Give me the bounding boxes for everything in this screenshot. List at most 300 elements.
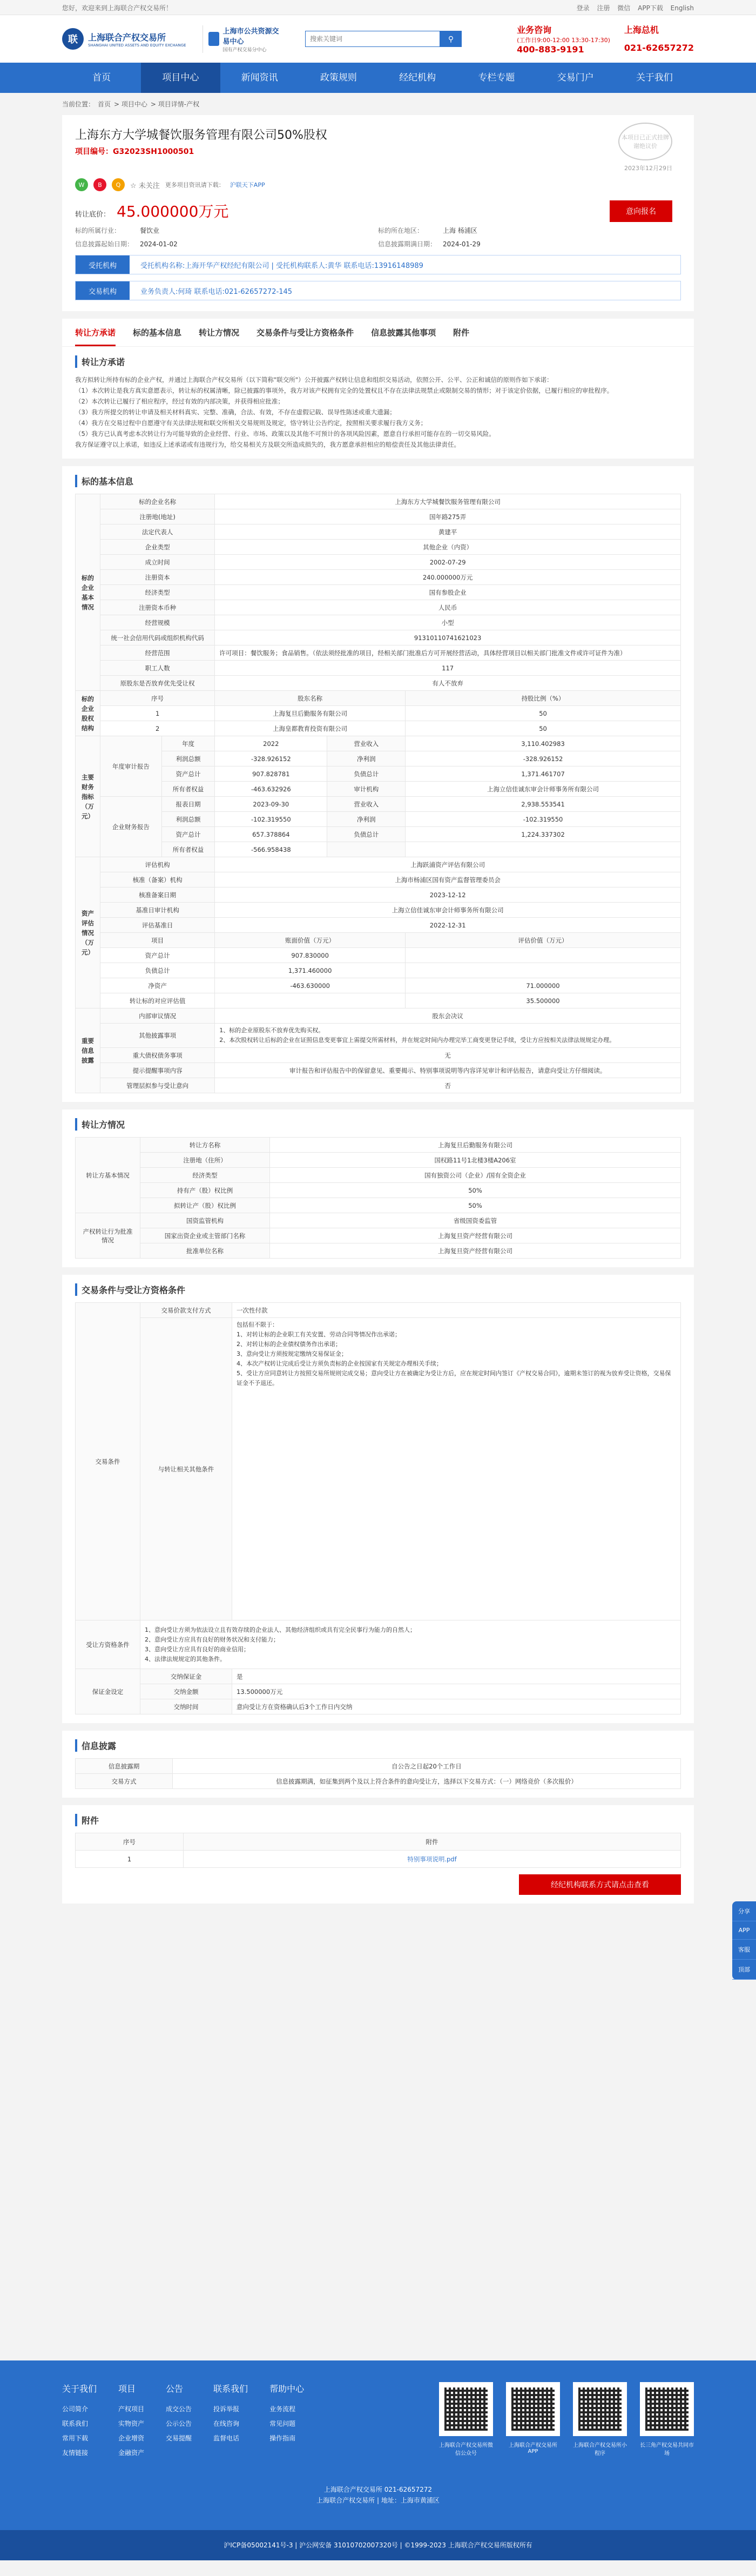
cell-label: 交易方式 [76,1774,173,1789]
consult-phone: 400-883-9191 [517,44,584,55]
nav-projects[interactable]: 项目中心 [141,63,220,93]
cell-label: 交易价款支付方式 [140,1303,232,1318]
cell-value: 无 [215,1048,681,1063]
cell-label: 经营规模 [100,615,215,630]
group-label: 标的企业股权结构 [76,691,100,736]
footer-qrcodes [439,2382,694,2463]
register-link[interactable]: 注册 [597,4,610,12]
cell-label: 资产总计 [161,766,215,782]
nav-news[interactable]: 新闻资讯 [241,72,278,83]
footer-link[interactable]: 监督电话 [213,2434,240,2442]
cell-label: 评估基准日 [100,918,215,933]
col-header: 股东名称 [215,691,406,706]
main-nav [0,63,756,93]
cell-value: 50 [406,721,681,736]
footer-text [0,2484,756,2506]
cell-label: 利润总额 [161,751,215,766]
footer-hotline: 上海联合产权交易所 021-62657272 [323,2486,433,2493]
meta-label: 标的所在地区： [378,227,424,234]
cell-value: 907.828781 [215,766,327,782]
project-header [62,115,694,311]
footer-link[interactable]: 业务流程 [269,2405,296,2413]
cell-label: 管理层拟参与受让意向 [100,1078,215,1093]
cell-value: 审计报告和评估报告中的保留意见、重要揭示、特别事项说明等内容详见审计和评估报告，请意向受让方仔细阅读。 [215,1063,681,1078]
cell-value: 13.500000万元 [232,1684,681,1699]
cell-value: 2 [100,721,215,736]
col-header: 账面价值（万元） [215,933,406,948]
cell-value: 上海复旦后勤服务有限公司 [215,706,406,721]
cell-value: 907.830000 [215,948,406,963]
crumb-current: 项目详情-产权 [158,100,200,108]
footer-link[interactable]: 在线咨询 [213,2420,240,2427]
seller-section [62,1109,694,1267]
cell-label: 持有产（股）权比例 [140,1183,270,1198]
qr-code [506,2382,560,2463]
qr-caption: 上海联合产权交易所微信公众号 [439,2443,493,2457]
logo2-sub: 国有产权交易分中心 [222,47,267,53]
cell-value: 上海复旦资产经营有限公司 [270,1228,681,1243]
wechat-icon[interactable]: W [75,178,88,191]
cell-label: 批准单位名称 [140,1243,270,1259]
price-value: 45.000000万元 [117,203,229,220]
footer-link[interactable]: 产权项目 [118,2405,145,2413]
footer-col-title: 项目 [118,2384,136,2394]
cell-value: -463.632926 [215,782,327,797]
terms-table [75,1302,681,1714]
breadcrumb: 当前位置： 首页 > 项目中心 > 项目详情-产权 [62,100,200,108]
tab-seller[interactable]: 转让方情况 [199,328,240,338]
group-label: 资产评估情况（万元） [76,857,100,1008]
crumb-projects[interactable]: 项目中心 [121,100,147,108]
cell-label: 核准备案日期 [100,887,215,903]
cell-label: 注册资本币种 [100,600,215,615]
footer-link[interactable]: 公示公告 [166,2420,192,2427]
sub-group: 年度审计报告 [100,736,162,797]
header [0,15,756,63]
broker-contact-button[interactable]: 经纪机构联系方式请点击查看 [519,1874,681,1895]
cell-value: 上海皇都教育投资有限公司 [215,721,406,736]
logo-cn: 上海联合产权交易所 [88,32,166,43]
cell-value: 信息披露期满，如征集到两个及以上符合条件的意向受让方，选择以下交易方式：（一）网络竞价（多次报价） [173,1774,681,1789]
section-title: 附件 [75,1814,681,1826]
share-bar [75,178,681,191]
meta-label: 信息披露起始日期： [75,240,134,248]
logo-public-resource[interactable] [202,25,284,53]
cell-value: 2,938.553541 [406,797,681,812]
cell-value: 其他企业（内资） [215,540,681,555]
side-service[interactable]: 客服 [732,1940,756,1960]
footer-col-title: 公告 [166,2384,184,2394]
trustee-agency [75,255,681,274]
col-header: 评估价值（万元） [406,933,681,948]
group-label: 转让方基本情况 [76,1138,140,1213]
col-header: 持股比例（%） [406,691,681,706]
cell-value: 上海立信佳诚东审会计师事务所有限公司 [215,903,681,918]
nav-home[interactable]: 首页 [92,72,111,83]
listing-stamp: 本项目已正式挂牌 谢绝议价 [618,123,672,160]
cell-value: 2023-09-30 [215,797,327,812]
cell-label: 报表日期 [161,797,215,812]
cell-value: 上海复旦资产经营有限公司 [270,1243,681,1259]
section-title: 转让方承诺 [75,355,681,368]
cell-label: 净资产 [100,978,215,993]
cell-label: 基准日审计机构 [100,903,215,918]
cell-label: 净利润 [327,812,406,827]
cell-label: 转让标的对应评估值 [100,993,215,1008]
section-title: 转让方情况 [75,1118,681,1131]
side-toolbar [732,1901,756,1980]
cell-value: 许可项目：餐饮服务；食品销售。（依法须经批准的项目，经相关部门批准后方可开展经营活动，具体经营项目以相关部门批准文件或许可证件为准） [215,645,681,661]
logo2-cn: 上海市公共资源交易中心 [222,27,279,46]
nav-policy[interactable]: 政策规则 [320,72,357,83]
detail-card [62,319,694,459]
cell-label [327,842,406,857]
cell-label: 负债总计 [100,963,215,978]
cell-value: 上海跃浦资产评估有限公司 [215,857,681,872]
footer-col-title: 联系我们 [213,2384,248,2394]
cell-label: 国家出资企业或主管部门名称 [140,1228,270,1243]
cell-label: 转让方名称 [140,1138,270,1153]
cell-value: -463.630000 [215,978,406,993]
cell-value: 是 [232,1669,681,1684]
group-label: 受让方资格条件 [76,1620,140,1669]
qr-code-icon [439,2382,493,2436]
tab-terms[interactable]: 交易条件与受让方资格条件 [256,328,354,338]
exchange-info: 业务负责人:何琦 联系电话:021-62657272-145 [140,287,293,296]
nav-topics[interactable]: 专栏专题 [478,72,515,83]
cell-value: -328.926152 [215,751,327,766]
cell-label: 资产总计 [100,948,215,963]
english-link[interactable]: English [670,4,694,12]
cell-value: 1、意向受让方须为依法设立且有效存续的企业法人、其他经济组织或具有完全民事行为能力的自然人； 2、意向受让方应具有良好的财务状况和支付能力； 3、意向受让方应具有良好的商业信用； 4、法律法规规定的其他条件。 [140,1620,681,1669]
meta-value: 2024-01-29 [443,240,481,248]
cell-value: 50 [406,706,681,721]
cell-label: 交纳时间 [140,1699,232,1714]
follow-button[interactable]: ☆ 未关注 [130,181,160,190]
cell-value: 50% [270,1183,681,1198]
login-link[interactable]: 登录 [576,4,590,12]
cell-value [406,963,681,978]
disclosure-section [62,1731,694,1798]
footer-link[interactable]: 常见问题 [269,2420,296,2427]
cell-label: 评估机构 [100,857,215,872]
footer-link[interactable]: 金融资产 [118,2449,145,2457]
cell-value: 240.000000万元 [215,570,681,585]
consult-title: 业务咨询 [517,25,552,35]
seller-table [75,1137,681,1259]
cell-label: 重大债权债务事项 [100,1048,215,1063]
cell-value: 117 [215,661,681,676]
footer-link[interactable]: 实物资产 [118,2420,145,2427]
footer-col [213,2382,248,2463]
publish-date: 2023年12月29日 [624,165,672,172]
cell-value: 1 [100,706,215,721]
signup-button[interactable]: 意向报名 [610,200,672,222]
top-bar [0,0,756,15]
search-box [305,31,462,47]
meta-label: 信息披露期满日期： [378,240,437,248]
cell-label: 所有者权益 [161,842,215,857]
qr-caption: 上海联合产权交易所小程序 [573,2443,627,2457]
cell-label: 提示提醒事项内容 [100,1063,215,1078]
cell-label: 国资监管机构 [140,1213,270,1228]
cell-label: 年度 [161,736,215,751]
footer-link[interactable]: 成交公告 [166,2405,192,2413]
footer-link[interactable]: 友情链接 [62,2449,89,2457]
qr-code-icon [640,2382,694,2436]
cell-label: 资产总计 [161,827,215,842]
attachment-link[interactable]: 特别事项说明.pdf [184,1851,681,1868]
weibo-icon[interactable]: B [93,178,106,191]
cell-value: 2022-12-31 [215,918,681,933]
qr-code [573,2382,627,2463]
cell-label: 经济类型 [100,585,215,600]
group-label: 保证金设定 [76,1669,140,1714]
cell-label: 利润总额 [161,812,215,827]
cell-value [215,993,406,1008]
detail-tabs [62,319,694,347]
cell-value: 上海复旦后勤服务有限公司 [270,1138,681,1153]
basic-section [62,466,694,1102]
section-title: 交易条件与受让方资格条件 [75,1283,681,1296]
cell-value: 国有独资公司（企业）/国有全资企业 [270,1168,681,1183]
section-title: 信息披露 [75,1739,681,1752]
cell-value: 自公告之日起20个工作日 [173,1759,681,1774]
group-label: 标的企业基本情况 [76,494,100,691]
cell-value: 35.500000 [406,993,681,1008]
project-title: 上海东方大学城餐饮服务管理有限公司50%股权 [75,129,327,142]
nav-brokers[interactable]: 经纪机构 [399,72,436,83]
footer [0,2360,756,2560]
col-header: 附件 [184,1833,681,1851]
footer-col-title: 关于我们 [62,2384,97,2394]
cell-value: 91310110741621023 [215,630,681,645]
promise-section [62,347,694,459]
cell-label: 交纳保证金 [140,1669,232,1684]
cell-value: -566.958438 [215,842,327,857]
tab-disclosure[interactable]: 信息披露其他事项 [371,328,436,338]
cell-label: 与转让相关其他条件 [140,1318,232,1620]
terms-section [62,1275,694,1723]
search-button[interactable] [440,31,462,47]
group-label: 交易条件 [76,1303,140,1620]
price-label: 转让底价： [75,211,111,219]
cell-label: 所有者权益 [161,782,215,797]
cell-value: 上海立信佳诚东审会计师事务所有限公司 [406,782,681,797]
wechat-link[interactable]: 微信 [617,4,631,12]
cell-value [406,842,681,857]
cell-value: 股东会决议 [215,1008,681,1024]
welcome-text: 您好，欢迎来到上海联合产权交易所！ [62,4,173,12]
trustee-label: 受托机构 [76,255,130,274]
cell-value: 包括但不限于： 1、对转让标的企业职工有关安置、劳动合同等情况作出承诺； 2、对转让标的企业债权债务作出承诺； 3、意向受让方须按规定缴纳交易保证金； 4、本次产权转让完成后受让方须负责标的企业按国家有关规定办理相关手续； 5、受让方应同意转让方按照交易所规则完成交易；意向受让方在被确定为受让方后，应在规定时间内签订《产权交易合同》，逾期未签订的视为放弃受让资格，交易保证金不予退还。 [232,1318,681,1620]
qr-caption: 上海联合产权交易所APP [509,2443,557,2454]
cell-label: 经济类型 [140,1168,270,1183]
nav-about[interactable]: 关于我们 [636,72,673,83]
qzone-icon[interactable]: Q [112,178,125,191]
cell-label: 拟转让产（股）权比例 [140,1198,270,1213]
cell-value: -102.319550 [406,812,681,827]
disclosure-table [75,1758,681,1789]
cell-value: 人民币 [215,600,681,615]
meta-value: 上海 杨浦区 [443,227,477,234]
basic-table [75,494,681,1093]
cell-value: 小型 [215,615,681,630]
footer-columns [62,2382,304,2463]
cell-label: 其他披露事项 [100,1024,215,1048]
footer-address: 上海联合产权交易所 | 地址：上海市黄浦区 [316,2497,440,2504]
cell-value: 3,110.402983 [406,736,681,751]
footer-col [118,2382,144,2463]
attachment-section [62,1805,694,1904]
cell-value: 否 [215,1078,681,1093]
app-link[interactable]: 沪联天下APP [230,181,265,189]
cell-value: 1,371.460000 [215,963,406,978]
cell-label: 核准（备案）机构 [100,872,215,887]
footer-link[interactable]: 交易提醒 [166,2434,192,2442]
cell-value: 2002-07-29 [215,555,681,570]
exchange-agency [75,281,681,300]
meta-value: 餐饮业 [140,227,160,234]
footer-link[interactable]: 常用下载 [62,2434,89,2442]
search-icon: ⚲ [448,34,454,43]
col-header: 序号 [76,1833,184,1851]
crumb-home[interactable]: 首页 [98,100,111,108]
cell-value: 50% [270,1198,681,1213]
crumb-label: 当前位置： [62,100,95,108]
cell-label: 注册资本 [100,570,215,585]
cell-value: 国年路275弄 [215,509,681,524]
trustee-info: 受托机构名称:上海开华产权经纪有限公司 | 受托机构联系人:黄华 联系电话:13916148989 [140,261,423,270]
qr-code-icon [573,2382,627,2436]
footer-col [62,2382,97,2463]
tab-attachments[interactable]: 附件 [453,328,470,338]
sub-group: 企业财务报告 [100,797,162,857]
qr-code [640,2382,694,2463]
follow-label: 未关注 [138,181,160,190]
tab-basic[interactable]: 标的基本信息 [133,328,182,338]
section-title: 标的基本信息 [75,475,681,487]
promise-text: 我方拟转让所持有标的企业产权，并通过上海联合产权交易所（以下简称"联交所"）公开披露产权转让信息和组织交易活动，依照公开、公平、公正和诚信的原则作如下承诺： （1）本次转让是我方真实意愿表示，转让标的权属清晰，除已披露的事项外，我方对该产权拥有完全的处置权且不存在法律法规禁止或限制交易的情形；对于该定价依据，已履行相应的审批程序。 （2）本次转让已履行了相应程序，经过有效的内部决策，并获得相应批准； （3）我方所提交的转让申请及相关材料真实、完整、准确，合法、有效，不存在虚假记载、误导性陈述或重大遗漏； （4）我方在交易过程中自愿遵守有关法律法规和联交所相关交易规则及规定，恪守转让公告约定，按照相关要求履行我方义务； （5）我方已认真考虑本次转让行为可能导致的企业经营、行业、市场、政策以及其他不可预计的各项风险因素，愿意自行承担可能存在的一切交易风险。 我方保证遵守以上承诺，如违反上述承诺或有违规行为，给交易相关方及联交所造成损失的，我方愿意承担相应的赔偿责任及其他法律责任。 [75,376,613,448]
meta-value: 2024-01-02 [140,240,178,248]
cell-label: 审计机构 [327,782,406,797]
cell-label: 企业类型 [100,540,215,555]
cell-label: 交纳金额 [140,1684,232,1699]
cell-value: 意向受让方在资格确认后3个工作日内交纳 [232,1699,681,1714]
cell-value: 国有参股企业 [215,585,681,600]
logo-mark-icon: 联 [62,28,84,50]
cell-value: 上海市杨浦区国有资产监督管理委员会 [215,872,681,887]
top-links [571,3,694,12]
attachment-table [75,1833,681,1868]
nav-portal[interactable]: 交易门户 [557,72,594,83]
consult-hours: (工作日9:00-12:00 13:30-17:30) [517,37,610,44]
footer-col [166,2382,192,2463]
hq-phone: 021-62657272 [624,43,694,53]
tab-promise[interactable]: 转让方承诺 [75,327,116,346]
cell-label: 法定代表人 [100,524,215,540]
logo[interactable] [62,28,202,50]
cell-label: 负债总计 [327,766,406,782]
project-meta [75,226,681,248]
cell-label: 信息披露期 [76,1759,173,1774]
cell-label: 营业收入 [327,797,406,812]
cell-label: 注册地(地址) [100,509,215,524]
footer-link[interactable]: 联系我们 [62,2420,89,2427]
footer-link[interactable]: 公司简介 [62,2405,89,2413]
col-header: 项目 [100,933,215,948]
cell-value: 上海东方大学城餐饮服务管理有限公司 [215,494,681,509]
hq-title: 上海总机 [624,25,659,35]
group-label: 产权转让行为批准情况 [76,1213,140,1259]
cell-label: 统一社会信用代码或组织机构代码 [100,630,215,645]
cell-value: 2022 [215,736,327,751]
cell-label: 负债总计 [327,827,406,842]
cell-value: 2023-12-12 [215,887,681,903]
cell-value [406,948,681,963]
side-share[interactable]: 分享 [732,1901,756,1921]
logo-en: SHANGHAI UNITED ASSETS AND EQUITY EXCHANGE [88,43,186,48]
project-number: 项目编号：G32023SH1000501 [75,147,194,156]
cell-label: 净利润 [327,751,406,766]
footer-link[interactable]: 投诉举报 [213,2405,240,2413]
footer-link[interactable]: 企业增资 [118,2434,145,2442]
group-label: 主要财务指标（万元） [76,736,100,857]
cell-label: 标的企业名称 [100,494,215,509]
footer-col-title: 帮助中心 [269,2384,305,2394]
side-top[interactable]: 顶部 [732,1960,756,1980]
qr-code [439,2382,493,2463]
cell-value: 1、标的企业原股东不放弃优先购买权。 2、本次股权转让后标的企业在证照信息变更事宜上需提交所需材料，并在规定时间内办理完毕工商变更登记手续，受让方应按相关法律法规规定办理。 [215,1024,681,1048]
qr-caption: 长三角产权交易共同市场 [640,2443,694,2457]
cell-value: 1 [76,1851,184,1868]
cell-label: 营业收入 [327,736,406,751]
footer-link[interactable]: 操作指南 [269,2434,296,2442]
side-app[interactable]: APP [732,1921,756,1940]
cell-value: 71.000000 [406,978,681,993]
cell-value: 657.378864 [215,827,327,842]
cell-value: 黄建平 [215,524,681,540]
footer-copyright: 沪ICP备05002141号-3 | 沪公网安备 31010702007320号 | ©1999-2023 上海联合产权交易所版权所有 [0,2530,756,2560]
cell-label: 成立时间 [100,555,215,570]
cell-value: 一次性付款 [232,1303,681,1318]
cell-value: 国权路11号1北楼3楼A206室 [270,1153,681,1168]
public-resource-icon [208,32,219,46]
hotlines [517,23,694,55]
cell-label: 职工人数 [100,661,215,676]
share-tip: 更多项目资讯请下载： [165,181,225,189]
exchange-label: 交易机构 [76,281,130,300]
cell-label: 原股东是否放弃优先受让权 [100,676,215,691]
group-label: 重要信息披露 [76,1008,100,1093]
meta-label: 标的所属行业： [75,227,121,234]
cell-value: -328.926152 [406,751,681,766]
search-input[interactable] [305,31,440,47]
cell-value: 省级国资委监管 [270,1213,681,1228]
app-download-link[interactable]: APP下载 [638,4,663,12]
cell-value: 1,371.461707 [406,766,681,782]
cell-label: 注册地（住所） [140,1153,270,1168]
cell-label: 经营范围 [100,645,215,661]
footer-col [269,2382,304,2463]
cell-value: 1,224.337302 [406,827,681,842]
price-row [75,200,681,221]
col-header: 序号 [100,691,215,706]
cell-value: 有人不放弃 [215,676,681,691]
cell-value: -102.319550 [215,812,327,827]
cell-label: 内部审议情况 [100,1008,215,1024]
qr-code-icon [506,2382,560,2436]
